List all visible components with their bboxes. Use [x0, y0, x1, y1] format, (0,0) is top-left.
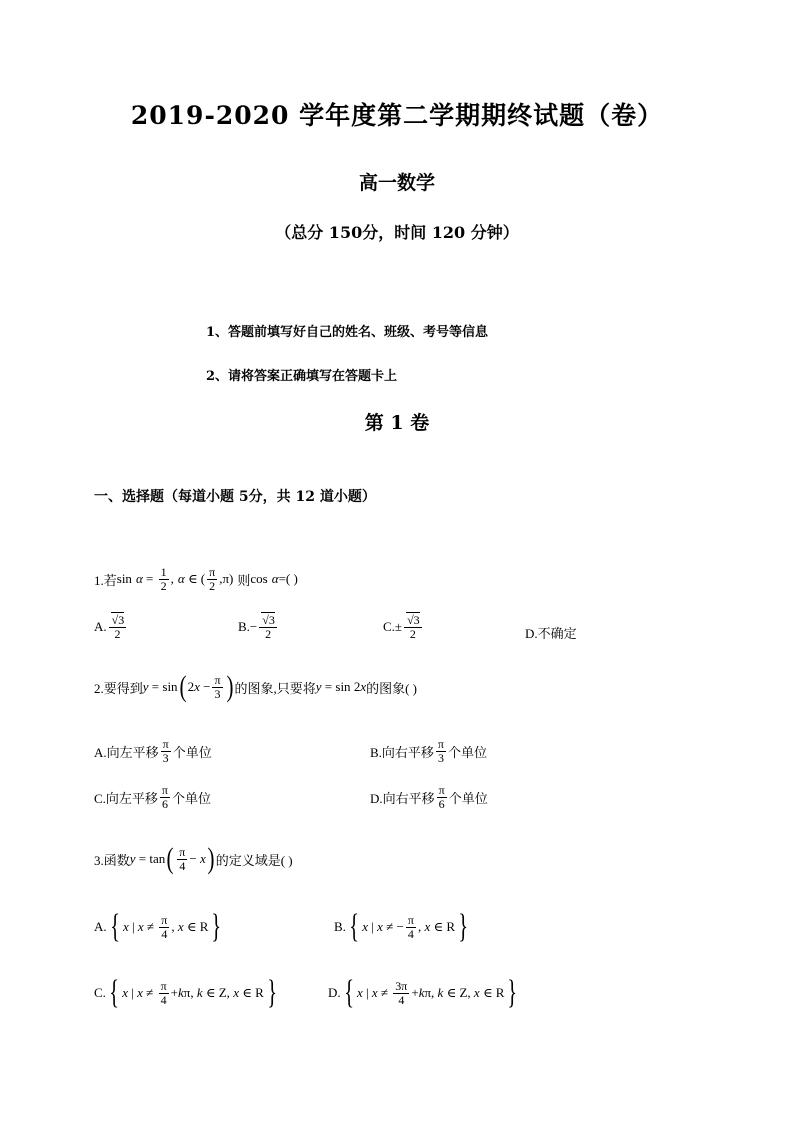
question-3: 3.函数 y = tan ( $\frac{\pi}{4}$ − x ) 的定义域是( ) — [94, 842, 293, 875]
instruction-2: 2、请将答案正确填写在答题卡上 — [206, 369, 398, 384]
q2-option-a: A.向左平移 $\frac{\pi}{3}$ 个单位 — [94, 737, 212, 765]
question-2: 2.要得到 y = sin ( 2 x − $\frac{\pi}{3}$ ) 的图象,只要将 y = sin 2 x 的图象( ) — [94, 670, 418, 703]
q1-option-b: B. − $\frac{√3}{2}$ — [238, 613, 275, 641]
question-1: 1.若 sin α = $\frac{1}{2}$ , α ∈ ( $\frac{\pi}{2}$ , π ) 则 cos α =( ) — [94, 565, 298, 593]
q1-fraction-half: $\frac{1}{2}$ — [160, 565, 167, 593]
score-time-info: （总分 150分，时间 120 分钟） — [275, 223, 519, 242]
subject-heading: 高一数学 — [358, 172, 435, 194]
q3-option-c: C. { x | x ≠ $\frac{\pi}{4}$ + k π , k ∈ Z, x ∈ R } — [94, 974, 277, 1011]
exam-title: 2019-2020 学年度第二学期期终试题（卷） — [130, 101, 664, 130]
volume-label: 第 1 卷 — [364, 412, 430, 434]
q1-text-prefix: 1.若 — [94, 572, 117, 588]
q1-text-suffix: =( ) — [278, 571, 298, 587]
section-heading: 一、选择题（每道小题 5分，共 12 道小题） — [94, 489, 376, 505]
q1-option-d: D.不确定 — [525, 626, 577, 641]
q1-text-then: 则 — [237, 572, 251, 588]
q1-fraction-pi-half: $\frac{\pi}{2}$ — [209, 565, 216, 593]
q2-option-c: C.向左平移 $\frac{\pi}{6}$ 个单位 — [94, 783, 211, 811]
q3-option-b: B. { x | x ≠ − $\frac{\pi}{4}$ , x ∈ R } — [334, 908, 469, 945]
q3-option-a: A. { x | x ≠ $\frac{\pi}{4}$ , x ∈ R } — [94, 908, 222, 945]
q1-sin: sin — [116, 571, 132, 587]
q1-alpha: α — [135, 571, 143, 587]
q3-option-d: D. { x | x ≠ $\frac{3\pi}{4}$ + k π , k ∈ Z, x ∈ R } — [328, 974, 518, 1011]
q1-option-a: A. $\frac{√3}{2}$ — [94, 613, 125, 641]
instruction-1: 1、答题前填写好自己的姓名、班级、考号等信息 — [206, 325, 489, 340]
q2-option-d: D.向右平移 $\frac{\pi}{6}$ 个单位 — [370, 783, 488, 811]
q1-option-c: C. ± $\frac{√3}{2}$ — [383, 613, 420, 641]
q2-option-b: B.向右平移 $\frac{\pi}{3}$ 个单位 — [370, 737, 487, 765]
